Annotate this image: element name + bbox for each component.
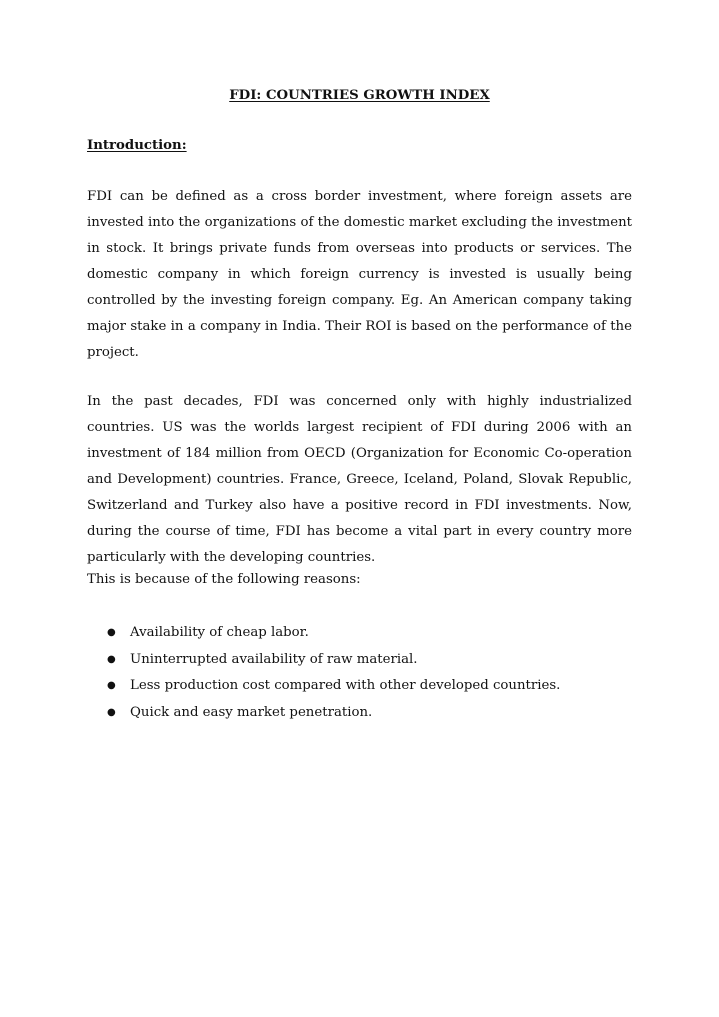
bullet-icon: ● xyxy=(107,653,116,665)
reasons-list xyxy=(87,620,560,726)
list-item xyxy=(87,700,560,727)
list-item xyxy=(87,620,560,647)
document-title: FDI: COUNTRIES GROWTH INDEX xyxy=(229,88,490,103)
list-item-text: Availability of cheap labor. xyxy=(130,625,309,640)
list-item xyxy=(87,647,560,674)
bullet-icon: ● xyxy=(107,627,116,638)
introduction-heading: Introduction: xyxy=(87,138,187,153)
paragraph-history: In the past decades, FDI was concerned only with highly industrialized countries. US was the worlds largest recipient of FDI during 2006 with an investment of 184 million from OECD (Organization for Economic Co-operation and Development) countries. France, Greece, Iceland, Poland, Slovak Republic, Switzerland and Turkey also have a positive record in FDI investments. Now, during the course of time, FDI has become a vital part in every country more particularly with the developing countries. xyxy=(87,394,632,565)
list-item xyxy=(87,673,560,700)
list-item-text: Quick and easy market penetration. xyxy=(130,704,373,720)
list-item-text: Less production cost compared with other developed countries. xyxy=(130,678,561,693)
reasons-intro-text: This is because of the following reasons: xyxy=(87,572,361,587)
paragraph-definition: FDI can be defined as a cross border investment, where foreign assets are invested into the organizations of the domestic market excluding the investment in stock. It brings private funds from overseas into products or services. The domestic company in which foreign currency is invested is usually being controlled by the investing foreign company. Eg. An American company taking major stake in a company in India. Their ROI is based on the performance of the project. xyxy=(87,189,632,360)
bullet-icon: ● xyxy=(107,680,116,691)
bullet-icon: ● xyxy=(107,706,116,718)
list-item-text: Uninterrupted availability of raw material. xyxy=(130,651,418,667)
